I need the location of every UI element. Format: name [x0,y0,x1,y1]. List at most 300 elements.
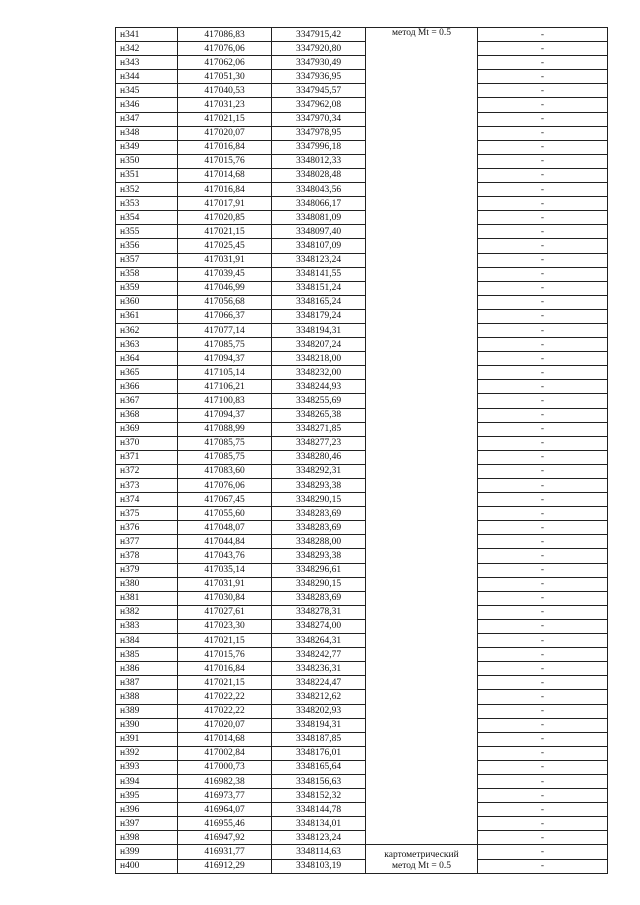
y-coordinate-cell: 3348232,00 [272,366,366,380]
error-cell: - [478,267,608,281]
point-id-cell: н375 [116,507,178,521]
y-coordinate-cell: 3348278,31 [272,605,366,619]
x-coordinate-cell: 417077,14 [178,323,272,337]
table-row [116,493,608,507]
y-coordinate-cell: 3348114,63 [272,845,366,859]
error-cell: - [478,789,608,803]
table-row [116,676,608,690]
table-row [116,338,608,352]
point-id-cell: н381 [116,591,178,605]
point-id-cell: н345 [116,84,178,98]
table-row [116,239,608,253]
x-coordinate-cell: 417106,21 [178,380,272,394]
table-row [116,112,608,126]
point-id-cell: н370 [116,436,178,450]
y-coordinate-cell: 3347930,49 [272,56,366,70]
y-coordinate-cell: 3347915,42 [272,28,366,42]
error-cell: - [478,479,608,493]
y-coordinate-cell: 3348028,48 [272,168,366,182]
x-coordinate-cell: 417046,99 [178,281,272,295]
x-coordinate-cell: 417076,06 [178,42,272,56]
x-coordinate-cell: 417002,84 [178,746,272,760]
table-row [116,845,608,859]
y-coordinate-cell: 3348283,69 [272,507,366,521]
point-id-cell: н361 [116,309,178,323]
y-coordinate-cell: 3348107,09 [272,239,366,253]
point-id-cell: н391 [116,732,178,746]
point-id-cell: н373 [116,479,178,493]
x-coordinate-cell: 417067,45 [178,493,272,507]
method-label-line2: метод Мt = 0.5 [391,860,451,871]
error-cell: - [478,112,608,126]
error-cell: - [478,493,608,507]
table-row [116,295,608,309]
error-cell: - [478,408,608,422]
y-coordinate-cell: 3348236,31 [272,662,366,676]
y-coordinate-cell: 3347978,95 [272,126,366,140]
x-coordinate-cell: 417035,14 [178,563,272,577]
method-label: метод Мt = 0.5 [391,28,451,38]
table-row [116,634,608,648]
x-coordinate-cell: 417105,14 [178,366,272,380]
point-id-cell: н371 [116,450,178,464]
method-cell-bottom [366,845,478,873]
y-coordinate-cell: 3347996,18 [272,140,366,154]
error-cell: - [478,380,608,394]
x-coordinate-cell: 417055,60 [178,507,272,521]
table-row [116,98,608,112]
x-coordinate-cell: 417016,84 [178,183,272,197]
point-id-cell: н376 [116,521,178,535]
error-cell: - [478,436,608,450]
x-coordinate-cell: 416931,77 [178,845,272,859]
table-row [116,817,608,831]
point-id-cell: н372 [116,464,178,478]
point-id-cell: н397 [116,817,178,831]
error-cell: - [478,98,608,112]
x-coordinate-cell: 417086,83 [178,28,272,42]
y-coordinate-cell: 3348283,69 [272,591,366,605]
error-cell: - [478,535,608,549]
point-id-cell: н366 [116,380,178,394]
x-coordinate-cell: 417088,99 [178,422,272,436]
x-coordinate-cell: 417016,84 [178,140,272,154]
error-cell: - [478,690,608,704]
y-coordinate-cell: 3348194,31 [272,718,366,732]
table-row [116,549,608,563]
point-id-cell: н351 [116,168,178,182]
point-id-cell: н359 [116,281,178,295]
table-row [116,746,608,760]
table-row [116,28,608,42]
error-cell: - [478,676,608,690]
point-id-cell: н342 [116,42,178,56]
x-coordinate-cell: 417015,76 [178,648,272,662]
y-coordinate-cell: 3348292,31 [272,464,366,478]
table-row [116,436,608,450]
point-id-cell: н387 [116,676,178,690]
point-id-cell: н353 [116,197,178,211]
x-coordinate-cell: 417014,68 [178,168,272,182]
coordinates-table [115,27,608,874]
table-row [116,380,608,394]
point-id-cell: н384 [116,634,178,648]
x-coordinate-cell: 417085,75 [178,450,272,464]
error-cell: - [478,422,608,436]
y-coordinate-cell: 3348290,15 [272,577,366,591]
table-row [116,507,608,521]
x-coordinate-cell: 417048,07 [178,521,272,535]
table-row [116,535,608,549]
error-cell: - [478,549,608,563]
point-id-cell: н358 [116,267,178,281]
y-coordinate-cell: 3348293,38 [272,479,366,493]
y-coordinate-cell: 3348043,56 [272,183,366,197]
point-id-cell: н392 [116,746,178,760]
coordinates-table-body [116,28,608,874]
y-coordinate-cell: 3348293,38 [272,549,366,563]
coordinates-sheet [115,27,607,874]
x-coordinate-cell: 417025,45 [178,239,272,253]
error-cell: - [478,253,608,267]
table-row [116,732,608,746]
y-coordinate-cell: 3348165,64 [272,760,366,774]
error-cell: - [478,704,608,718]
point-id-cell: н368 [116,408,178,422]
point-id-cell: н357 [116,253,178,267]
error-cell: - [478,619,608,633]
error-cell: - [478,28,608,42]
table-row [116,211,608,225]
x-coordinate-cell: 417083,60 [178,464,272,478]
x-coordinate-cell: 417015,76 [178,154,272,168]
y-coordinate-cell: 3348134,01 [272,817,366,831]
error-cell: - [478,831,608,845]
table-row [116,154,608,168]
table-row [116,521,608,535]
error-cell: - [478,84,608,98]
x-coordinate-cell: 417020,07 [178,718,272,732]
y-coordinate-cell: 3347962,08 [272,98,366,112]
error-cell: - [478,591,608,605]
x-coordinate-cell: 416955,46 [178,817,272,831]
error-cell: - [478,239,608,253]
y-coordinate-cell: 3348283,69 [272,521,366,535]
point-id-cell: н390 [116,718,178,732]
error-cell: - [478,183,608,197]
x-coordinate-cell: 417085,75 [178,338,272,352]
point-id-cell: н386 [116,662,178,676]
point-id-cell: н377 [116,535,178,549]
point-id-cell: н355 [116,225,178,239]
y-coordinate-cell: 3348274,00 [272,619,366,633]
y-coordinate-cell: 3348141,55 [272,267,366,281]
table-row [116,789,608,803]
point-id-cell: н360 [116,295,178,309]
error-cell: - [478,309,608,323]
error-cell: - [478,760,608,774]
point-id-cell: н362 [116,323,178,337]
y-coordinate-cell: 3348194,31 [272,323,366,337]
y-coordinate-cell: 3348156,63 [272,774,366,788]
error-cell: - [478,394,608,408]
error-cell: - [478,803,608,817]
point-id-cell: н344 [116,70,178,84]
x-coordinate-cell: 417021,15 [178,112,272,126]
point-id-cell: н347 [116,112,178,126]
y-coordinate-cell: 3348152,32 [272,789,366,803]
error-cell: - [478,450,608,464]
y-coordinate-cell: 3348242,77 [272,648,366,662]
table-row [116,605,608,619]
error-cell: - [478,42,608,56]
error-cell: - [478,168,608,182]
table-row [116,831,608,845]
y-coordinate-cell: 3348255,69 [272,394,366,408]
table-row [116,140,608,154]
y-coordinate-cell: 3348224,47 [272,676,366,690]
y-coordinate-cell: 3348151,24 [272,281,366,295]
point-id-cell: н364 [116,352,178,366]
table-row [116,591,608,605]
point-id-cell: н374 [116,493,178,507]
y-coordinate-cell: 3348280,46 [272,450,366,464]
table-row [116,352,608,366]
x-coordinate-cell: 416912,29 [178,859,272,873]
point-id-cell: н393 [116,760,178,774]
x-coordinate-cell: 417020,85 [178,211,272,225]
y-coordinate-cell: 3348012,33 [272,154,366,168]
y-coordinate-cell: 3348081,09 [272,211,366,225]
y-coordinate-cell: 3348123,24 [272,831,366,845]
x-coordinate-cell: 417023,30 [178,619,272,633]
table-row [116,859,608,873]
error-cell: - [478,507,608,521]
x-coordinate-cell: 417044,84 [178,535,272,549]
error-cell: - [478,352,608,366]
y-coordinate-cell: 3347970,34 [272,112,366,126]
table-row [116,563,608,577]
table-row [116,309,608,323]
table-row [116,70,608,84]
y-coordinate-cell: 3348103,19 [272,859,366,873]
y-coordinate-cell: 3348271,85 [272,422,366,436]
error-cell: - [478,732,608,746]
table-row [116,56,608,70]
error-cell: - [478,323,608,337]
x-coordinate-cell: 417094,37 [178,408,272,422]
point-id-cell: н369 [116,422,178,436]
y-coordinate-cell: 3348066,17 [272,197,366,211]
error-cell: - [478,774,608,788]
y-coordinate-cell: 3348212,62 [272,690,366,704]
point-id-cell: н383 [116,619,178,633]
x-coordinate-cell: 417031,23 [178,98,272,112]
table-row [116,422,608,436]
error-cell: - [478,563,608,577]
point-id-cell: н385 [116,648,178,662]
table-row [116,323,608,337]
error-cell: - [478,126,608,140]
error-cell: - [478,845,608,859]
y-coordinate-cell: 3348202,93 [272,704,366,718]
y-coordinate-cell: 3347920,80 [272,42,366,56]
table-row [116,168,608,182]
x-coordinate-cell: 417062,06 [178,56,272,70]
y-coordinate-cell: 3348244,93 [272,380,366,394]
x-coordinate-cell: 417040,53 [178,84,272,98]
error-cell: - [478,746,608,760]
error-cell: - [478,464,608,478]
table-row [116,704,608,718]
point-id-cell: н365 [116,366,178,380]
error-cell: - [478,366,608,380]
y-coordinate-cell: 3348265,38 [272,408,366,422]
table-row [116,464,608,478]
error-cell: - [478,295,608,309]
x-coordinate-cell: 417020,07 [178,126,272,140]
table-row [116,760,608,774]
y-coordinate-cell: 3348144,78 [272,803,366,817]
point-id-cell: н398 [116,831,178,845]
table-row [116,718,608,732]
point-id-cell: н378 [116,549,178,563]
error-cell: - [478,718,608,732]
x-coordinate-cell: 416964,07 [178,803,272,817]
point-id-cell: н349 [116,140,178,154]
table-row [116,774,608,788]
point-id-cell: н380 [116,577,178,591]
x-coordinate-cell: 417085,75 [178,436,272,450]
point-id-cell: н389 [116,704,178,718]
x-coordinate-cell: 417039,45 [178,267,272,281]
x-coordinate-cell: 417021,15 [178,676,272,690]
method-label-line1: картометрический [384,849,459,860]
x-coordinate-cell: 416982,38 [178,774,272,788]
point-id-cell: н394 [116,774,178,788]
table-row [116,803,608,817]
x-coordinate-cell: 417016,84 [178,662,272,676]
table-row [116,450,608,464]
y-coordinate-cell: 3348218,00 [272,352,366,366]
point-id-cell: н341 [116,28,178,42]
x-coordinate-cell: 417021,15 [178,225,272,239]
point-id-cell: н395 [116,789,178,803]
table-row [116,281,608,295]
x-coordinate-cell: 417022,22 [178,704,272,718]
table-row [116,479,608,493]
point-id-cell: н382 [116,605,178,619]
x-coordinate-cell: 417100,83 [178,394,272,408]
error-cell: - [478,577,608,591]
x-coordinate-cell: 417031,91 [178,577,272,591]
y-coordinate-cell: 3348123,24 [272,253,366,267]
point-id-cell: н350 [116,154,178,168]
point-id-cell: н354 [116,211,178,225]
table-row [116,690,608,704]
x-coordinate-cell: 417022,22 [178,690,272,704]
table-row [116,408,608,422]
error-cell: - [478,154,608,168]
y-coordinate-cell: 3348187,85 [272,732,366,746]
x-coordinate-cell: 417076,06 [178,479,272,493]
x-coordinate-cell: 417051,30 [178,70,272,84]
table-row [116,42,608,56]
point-id-cell: н356 [116,239,178,253]
table-row [116,225,608,239]
error-cell: - [478,817,608,831]
y-coordinate-cell: 3348207,24 [272,338,366,352]
point-id-cell: н396 [116,803,178,817]
table-row [116,253,608,267]
y-coordinate-cell: 3347945,57 [272,84,366,98]
x-coordinate-cell: 417066,37 [178,309,272,323]
y-coordinate-cell: 3348288,00 [272,535,366,549]
table-row [116,267,608,281]
x-coordinate-cell: 417030,84 [178,591,272,605]
table-row [116,577,608,591]
error-cell: - [478,338,608,352]
error-cell: - [478,197,608,211]
point-id-cell: н400 [116,859,178,873]
point-id-cell: н352 [116,183,178,197]
error-cell: - [478,521,608,535]
x-coordinate-cell: 417056,68 [178,295,272,309]
error-cell: - [478,56,608,70]
y-coordinate-cell: 3348264,31 [272,634,366,648]
error-cell: - [478,281,608,295]
error-cell: - [478,211,608,225]
x-coordinate-cell: 417031,91 [178,253,272,267]
point-id-cell: н399 [116,845,178,859]
table-row [116,183,608,197]
y-coordinate-cell: 3347936,95 [272,70,366,84]
table-row [116,366,608,380]
y-coordinate-cell: 3348277,23 [272,436,366,450]
x-coordinate-cell: 417043,76 [178,549,272,563]
x-coordinate-cell: 416973,77 [178,789,272,803]
error-cell: - [478,225,608,239]
x-coordinate-cell: 417000,73 [178,760,272,774]
error-cell: - [478,662,608,676]
x-coordinate-cell: 417017,91 [178,197,272,211]
table-row [116,84,608,98]
y-coordinate-cell: 3348290,15 [272,493,366,507]
error-cell: - [478,859,608,873]
point-id-cell: н363 [116,338,178,352]
x-coordinate-cell: 417021,15 [178,634,272,648]
point-id-cell: н343 [116,56,178,70]
x-coordinate-cell: 416947,92 [178,831,272,845]
y-coordinate-cell: 3348296,61 [272,563,366,577]
y-coordinate-cell: 3348165,24 [272,295,366,309]
error-cell: - [478,634,608,648]
y-coordinate-cell: 3348179,24 [272,309,366,323]
y-coordinate-cell: 3348097,40 [272,225,366,239]
method-cell-top [366,28,478,845]
point-id-cell: н348 [116,126,178,140]
x-coordinate-cell: 417014,68 [178,732,272,746]
table-row [116,619,608,633]
error-cell: - [478,70,608,84]
table-row [116,662,608,676]
table-row [116,394,608,408]
point-id-cell: н388 [116,690,178,704]
table-row [116,648,608,662]
x-coordinate-cell: 417027,61 [178,605,272,619]
error-cell: - [478,648,608,662]
table-row [116,126,608,140]
